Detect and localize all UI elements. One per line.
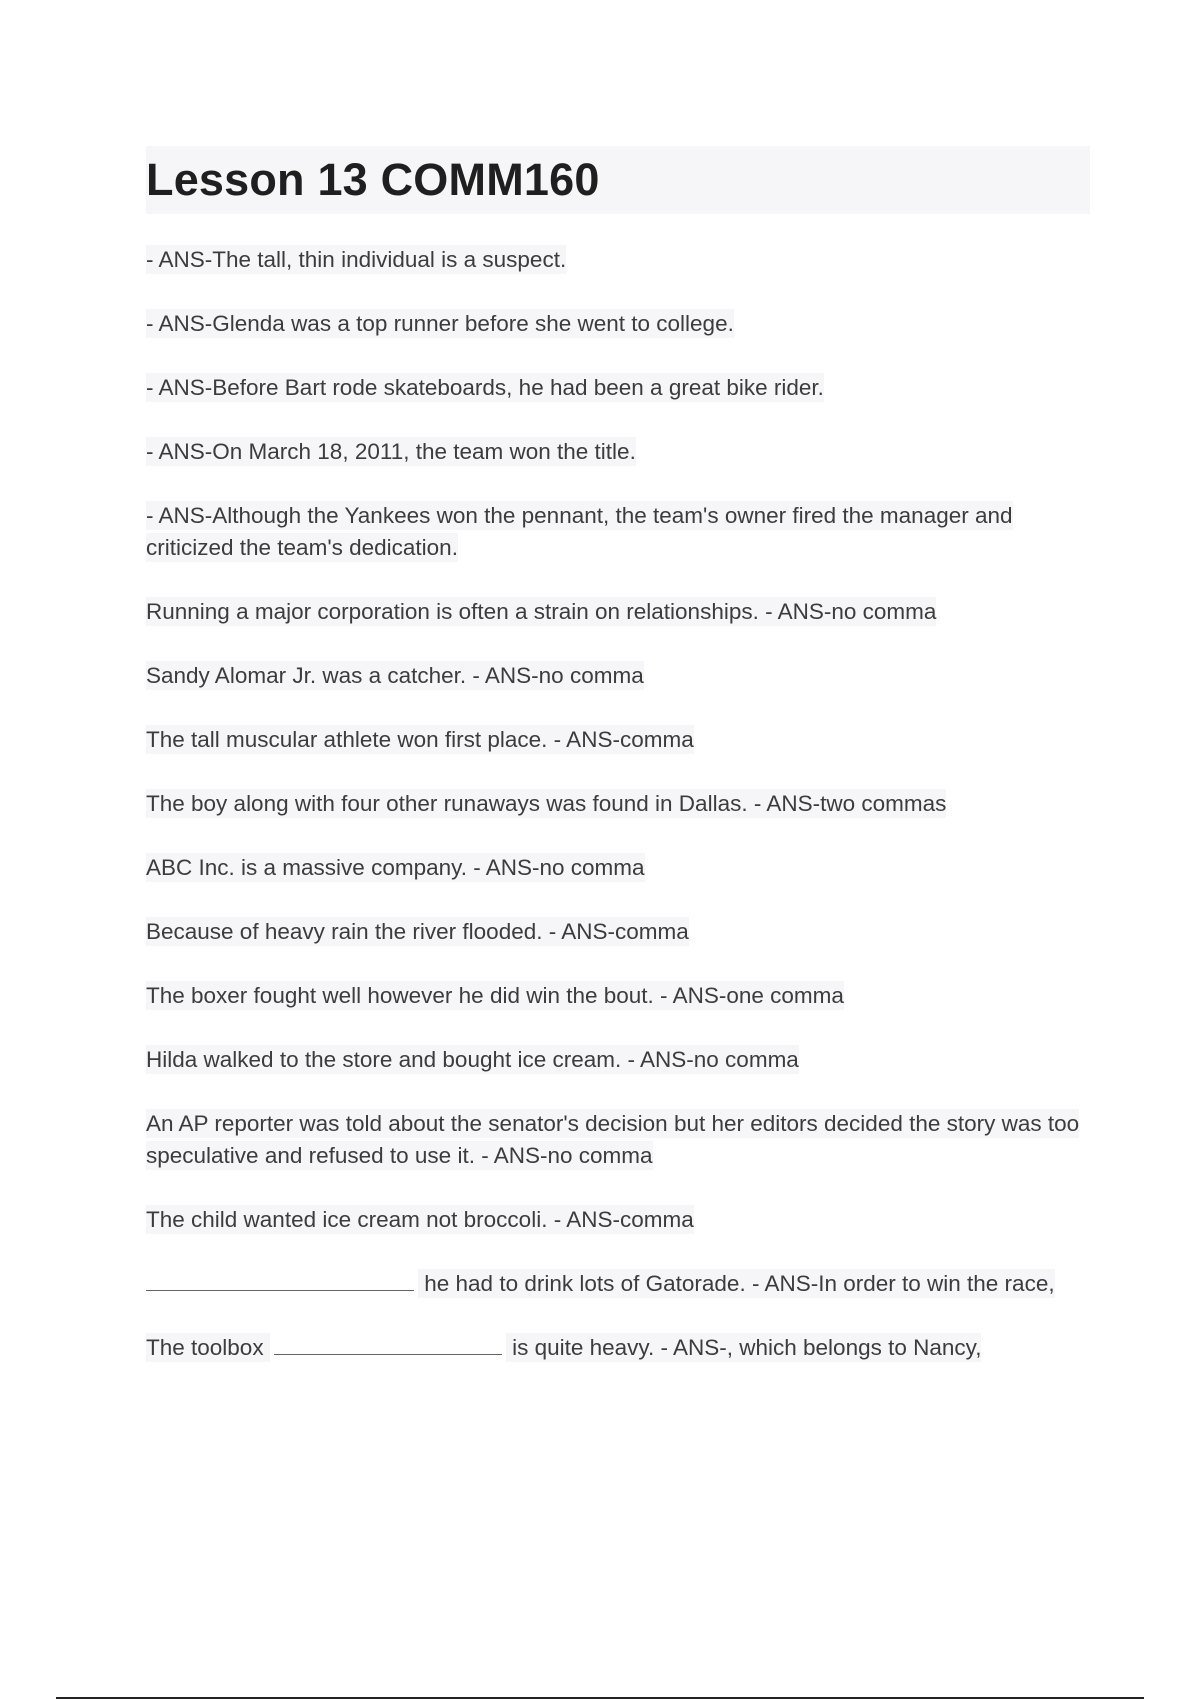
item-text: Hilda walked to the store and bought ice cream. - ANS-no comma xyxy=(146,1047,799,1072)
item-text: he had to drink lots of Gatorade. - ANS-In order to win the race, xyxy=(418,1271,1055,1296)
item-text: Sandy Alomar Jr. was a catcher. - ANS-no comma xyxy=(146,663,644,688)
item-text: - ANS-Before Bart rode skateboards, he had been a great bike rider. xyxy=(146,375,824,400)
list-item xyxy=(146,436,1090,468)
title-bar xyxy=(146,146,1090,214)
list-item xyxy=(146,980,1090,1012)
list-item xyxy=(146,1268,1090,1300)
item-text: - ANS-The tall, thin individual is a suspect. xyxy=(146,247,567,272)
list-item xyxy=(146,308,1090,340)
list-item xyxy=(146,244,1090,276)
fill-in-blank xyxy=(146,1270,414,1291)
document-page xyxy=(146,146,1090,1396)
list-item xyxy=(146,660,1090,692)
list-item xyxy=(146,916,1090,948)
list-item xyxy=(146,596,1090,628)
list-item xyxy=(146,1204,1090,1236)
item-text: The boxer fought well however he did win the bout. - ANS-one comma xyxy=(146,983,844,1008)
item-text: - ANS-Glenda was a top runner before she went to college. xyxy=(146,311,734,336)
list-item xyxy=(146,372,1090,404)
list-item xyxy=(146,852,1090,884)
footer-divider xyxy=(56,1697,1144,1699)
fill-in-blank xyxy=(274,1334,502,1355)
qa-list xyxy=(146,244,1090,1364)
list-item xyxy=(146,724,1090,756)
item-text: The boy along with four other runaways was found in Dallas. - ANS-two commas xyxy=(146,791,947,816)
item-text: - ANS-On March 18, 2011, the team won the title. xyxy=(146,439,636,464)
item-text: Because of heavy rain the river flooded. - ANS-comma xyxy=(146,919,689,944)
list-item xyxy=(146,1108,1090,1172)
item-text: The toolbox xyxy=(146,1335,270,1360)
page-title: Lesson 13 COMM160 xyxy=(146,154,600,205)
list-item xyxy=(146,500,1090,564)
item-text: The tall muscular athlete won first place. - ANS-comma xyxy=(146,727,694,752)
list-item xyxy=(146,788,1090,820)
item-text: Running a major corporation is often a strain on relationships. - ANS-no comma xyxy=(146,599,937,624)
item-text: ABC Inc. is a massive company. - ANS-no comma xyxy=(146,855,645,880)
item-text: The child wanted ice cream not broccoli. - ANS-comma xyxy=(146,1207,694,1232)
item-text: An AP reporter was told about the senator's decision but her editors decided the story was too speculative and refused to use it. - ANS-no comma xyxy=(146,1111,1080,1168)
item-text: is quite heavy. - ANS-, which belongs to Nancy, xyxy=(505,1335,982,1360)
list-item xyxy=(146,1044,1090,1076)
item-text: - ANS-Although the Yankees won the pennant, the team's owner fired the manager and criticized the team's dedication. xyxy=(146,503,1013,560)
list-item xyxy=(146,1332,1090,1364)
